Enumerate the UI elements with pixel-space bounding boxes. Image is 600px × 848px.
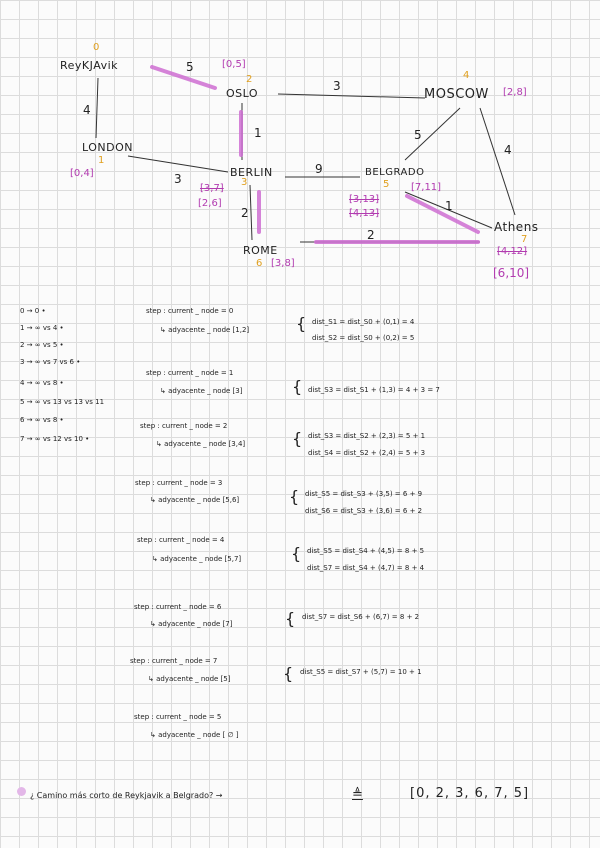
init-item: 7 → ∞ vs 12 vs 10 • (20, 435, 90, 443)
brace-glyph: { (292, 429, 303, 448)
weight-berlin-belgrado: 9 (315, 162, 323, 176)
step-adjacent: ↳ adyacente _ node [ ∅ ] (150, 731, 239, 739)
step-title: step : current _ node = 2 (140, 422, 228, 430)
weight-oslo-berlin: 1 (254, 126, 262, 140)
node-pair-struck-athens: [4,12] (497, 246, 528, 257)
node-pair-struck-berlin: [3,7] (200, 183, 224, 194)
equals-icon: ≜ (352, 787, 363, 802)
step-adjacent: ↳ adyacente _ node [7] (150, 620, 233, 628)
node-index-oslo: 2 (246, 74, 253, 85)
node-pair-struck-2-belgrado: [4,13] (349, 208, 380, 219)
weight-belgrado-athens: 1 (445, 199, 453, 213)
node-index-reykjavik: 0 (93, 42, 100, 53)
weight-london-berlin: 3 (174, 172, 182, 186)
node-athens: Athens (494, 220, 539, 234)
step-equation: dist_S5 = dist_S7 + (5,7) = 10 + 1 (300, 668, 422, 676)
node-pair-oslo: [0,5] (222, 59, 246, 70)
node-pair-rome: [3,8] (271, 258, 295, 269)
step-equation: dist_S3 = dist_S1 + (1,3) = 4 + 3 = 7 (308, 386, 440, 394)
node-index-belgrado: 5 (383, 179, 390, 190)
weight-rey-oslo: 5 (186, 60, 194, 74)
step-adjacent: ↳ adyacente _ node [3] (160, 387, 243, 395)
node-index-berlin: 3 (241, 177, 248, 188)
step-equation: dist_S7 = dist_S4 + (4,7) = 8 + 4 (307, 564, 425, 572)
node-pair-struck-1-belgrado: [3,13] (349, 194, 380, 205)
bullet-dot (17, 787, 26, 796)
brace-glyph: { (296, 314, 307, 333)
edge-rey-london (96, 78, 98, 138)
brace-glyph: { (285, 609, 296, 628)
init-item: 1 → ∞ vs 4 • (20, 324, 64, 332)
weight-rey-london: 4 (83, 103, 91, 117)
step-adjacent: ↳ adyacente _ node [3,4] (156, 440, 246, 448)
node-pair-moscow: [2,8] (503, 87, 527, 98)
node-pair-berlin: [2,6] (198, 198, 222, 209)
step-equation: dist_S7 = dist_S6 + (6,7) = 8 + 2 (302, 613, 420, 621)
step-equation: dist_S5 = dist_S4 + (4,5) = 8 + 5 (307, 547, 425, 555)
question-text: ¿ Camino más corto de Reykjavik a Belgrado? → (30, 791, 223, 800)
init-item: 4 → ∞ vs 8 • (20, 379, 64, 387)
node-moscow: MOSCOW (424, 87, 489, 102)
step-title: step : current _ node = 1 (146, 369, 234, 377)
weight-rome-athens: 2 (367, 228, 375, 242)
node-pair-london: [0,4] (70, 168, 94, 179)
node-oslo: OSLO (226, 87, 259, 100)
step-adjacent: ↳ adyacente _ node [5] (148, 675, 231, 683)
init-item: 5 → ∞ vs 13 vs 13 vs 11 (20, 398, 105, 406)
init-item: 2 → ∞ vs 5 • (20, 341, 64, 349)
edge-oslo-moscow (278, 94, 425, 98)
node-pair-belgrado: [7,11] (411, 182, 442, 193)
weight-berlin-rome: 2 (241, 206, 249, 220)
weight-moscow-belgrado: 5 (414, 128, 422, 142)
highlight-rey-oslo (152, 67, 215, 88)
brace-glyph: { (289, 487, 300, 506)
node-reykjavik: ReyKJAvik (60, 59, 119, 72)
step-equation: dist_S5 = dist_S3 + (3,5) = 6 + 9 (305, 490, 423, 498)
brace-glyph: { (291, 544, 302, 563)
brace-glyph: { (292, 377, 303, 396)
step-equation: dist_S6 = dist_S3 + (3,6) = 6 + 2 (305, 507, 423, 515)
init-item: 6 → ∞ vs 8 • (20, 416, 64, 424)
node-london: LONDON (82, 141, 133, 154)
step-equation: dist_S2 = dist_S0 + (0,2) = 5 (312, 334, 415, 342)
weight-oslo-moscow: 3 (333, 79, 341, 93)
node-index-athens: 7 (521, 234, 528, 245)
edge-moscow-athens (480, 108, 515, 215)
step-adjacent: ↳ adyacente _ node [5,6] (150, 496, 240, 504)
node-rome: ROME (243, 244, 278, 257)
step-title: step : current _ node = 5 (134, 713, 222, 721)
highlight-belgrado-athens (407, 196, 478, 232)
node-index-moscow: 4 (463, 70, 470, 81)
node-index-london: 1 (98, 155, 105, 166)
node-belgrado: BELGRADO (365, 167, 425, 178)
answer-path: [0, 2, 3, 6, 7, 5] (410, 786, 530, 801)
step-equation: dist_S4 = dist_S2 + (2,4) = 5 + 3 (308, 449, 426, 457)
step-equation: dist_S1 = dist_S0 + (0,1) = 4 (312, 318, 415, 326)
node-berlin: BERLIN (230, 166, 273, 179)
brace-glyph: { (283, 664, 294, 683)
step-adjacent: ↳ adyacente _ node [1,2] (160, 326, 250, 334)
step-title: step : current _ node = 4 (137, 536, 225, 544)
init-item: 3 → ∞ vs 7 vs 6 • (20, 358, 81, 366)
init-item: 0 → 0 • (20, 307, 46, 315)
step-title: step : current _ node = 6 (134, 603, 222, 611)
edge-london-berlin (128, 156, 228, 172)
node-index-rome: 6 (256, 258, 263, 269)
weight-moscow-athens: 4 (504, 143, 512, 157)
step-equation: dist_S3 = dist_S2 + (2,3) = 5 + 1 (308, 432, 426, 440)
edge-berlin-rome (250, 185, 252, 240)
step-adjacent: ↳ adyacente _ node [5,7] (152, 555, 242, 563)
step-title: step : current _ node = 7 (130, 657, 218, 665)
step-title: step : current _ node = 3 (135, 479, 223, 487)
node-pair-athens: [6,10] (493, 266, 530, 280)
step-title: step : current _ node = 0 (146, 307, 234, 315)
